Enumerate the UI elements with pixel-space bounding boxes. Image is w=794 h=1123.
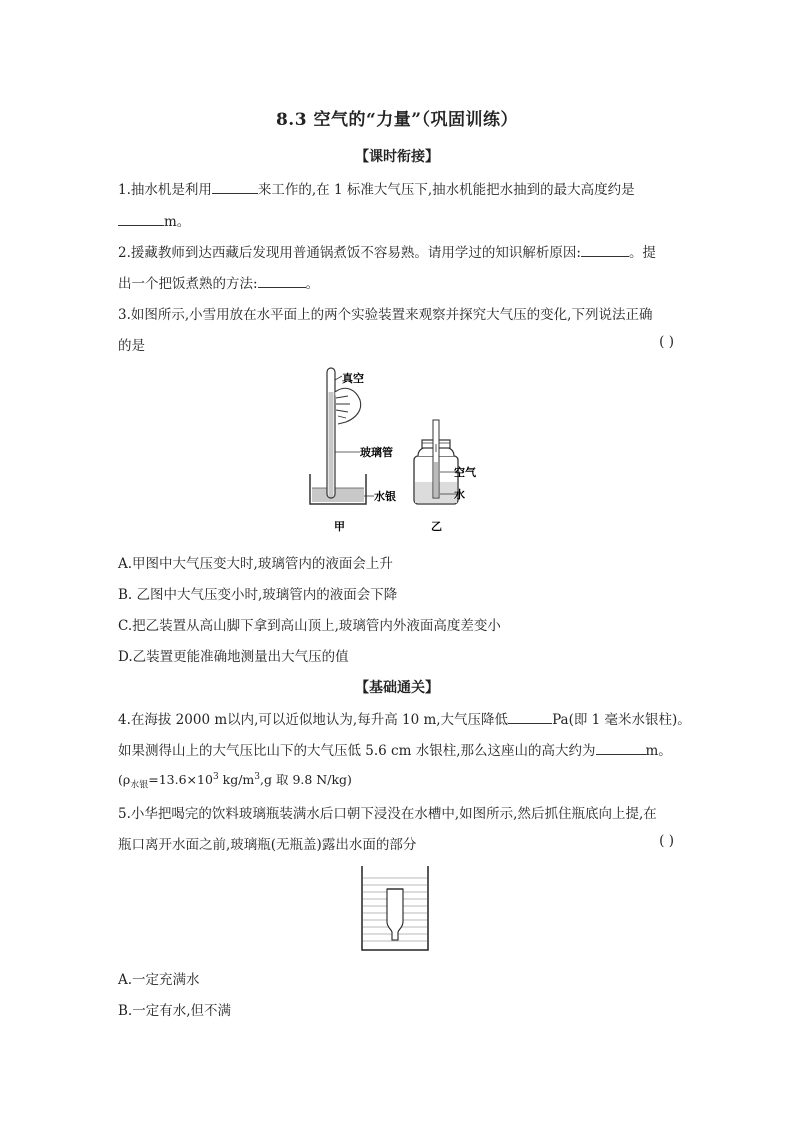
q4-text-c: 如果测得山上的大气压比山下的大气压低 5.6 cm 水银柱,那么这座山的高大约为 <box>118 743 596 759</box>
q3-option-a[interactable]: A.甲图中大气压变大时,玻璃管内的液面会上升 <box>118 556 393 572</box>
q4-rho: (ρ <box>118 772 131 787</box>
q5-option-a[interactable]: A.一定充满水 <box>118 972 200 988</box>
q4-text-d: m。 <box>645 743 672 759</box>
question-1-line-1 <box>118 178 678 198</box>
question-5-line-1: 5.小华把喝完的饮料玻璃瓶装满水后口朝下浸没在水槽中,如图所示,然后抓住瓶底向上提,在 <box>118 806 657 822</box>
q4-text-a: 4.在海拔 2000 m以内,可以近似地认为,每升高 10 m,大气压降低 <box>118 712 509 728</box>
q2-text-d: 。 <box>305 276 320 292</box>
question-2-line-2 <box>118 272 678 292</box>
q4-gravity: ,g 取 9.8 N/kg) <box>260 772 352 787</box>
question-4-line-3 <box>118 770 678 791</box>
barometer-figure <box>290 362 500 537</box>
question-2-line-1 <box>118 241 678 261</box>
q1-blank-1[interactable] <box>212 179 258 194</box>
q2-blank-1[interactable] <box>581 242 629 257</box>
label-glass-tube: 玻璃管 <box>360 446 393 459</box>
q4-exponent: 3 <box>212 771 219 782</box>
q5-option-b[interactable]: B.一定有水,但不满 <box>118 1003 232 1019</box>
section-heading-lesson-link: 【课时衔接】 <box>355 149 439 165</box>
q5-answer-paren[interactable]: ( ) <box>659 833 674 849</box>
label-air: 空气 <box>454 466 476 479</box>
q3-answer-paren[interactable]: ( ) <box>659 334 674 350</box>
q1-text-c: m。 <box>164 214 191 230</box>
q3-option-b[interactable]: B. 乙图中大气压变小时,玻璃管内的液面会下降 <box>118 587 398 603</box>
question-4-line-2 <box>118 739 678 759</box>
glass-bottle <box>387 889 403 940</box>
q2-text-b: 。提 <box>628 245 656 261</box>
page-title: 8.3 空气的“力量”（巩固训练） <box>275 110 519 130</box>
q4-unit: kg/m <box>218 772 255 787</box>
q3-option-c[interactable]: C.把乙装置从高山脚下拿到高山顶上,玻璃管内外液面高度差变小 <box>118 618 501 634</box>
label-jia: 甲 <box>334 520 345 533</box>
q4-rho-subscript: 水银 <box>130 780 149 791</box>
label-water: 水 <box>454 488 465 501</box>
q4-blank-1[interactable] <box>508 709 552 724</box>
q2-text-c: 出一个把饭煮熟的方法: <box>118 276 258 292</box>
mercury-trough <box>310 474 366 504</box>
label-vacuum: 真空 <box>342 372 364 385</box>
question-3-line-2: 的是 <box>118 338 145 354</box>
question-4-line-1 <box>118 708 691 728</box>
q2-blank-2[interactable] <box>258 273 306 288</box>
label-yi: 乙 <box>431 520 442 533</box>
question-1-line-2 <box>118 210 678 230</box>
q3-option-d[interactable]: D.乙装置更能准确地测量出大气压的值 <box>118 649 349 665</box>
question-3-line-1: 3.如图所示,小雪用放在水平面上的两个实验装置来观察并探究大气压的变化,下列说法正确 <box>118 307 653 323</box>
section-heading-basics: 【基础通关】 <box>355 680 439 696</box>
hand-drawing <box>335 388 361 424</box>
q2-text-a: 2.援藏教师到达西藏后发现用普通锅煮饭不容易熟。请用学过的知识解析原因: <box>118 245 581 261</box>
q4-blank-2[interactable] <box>596 740 646 755</box>
q4-unit-exponent: 3 <box>254 771 261 782</box>
label-mercury: 水银 <box>374 490 396 503</box>
inverted-bottle-figure <box>360 864 430 952</box>
sealed-bottle <box>414 420 458 504</box>
q1-text-b: 来工作的,在 1 标准大气压下,抽水机能把水抽到的最大高度约是 <box>257 182 635 198</box>
question-5-line-2: 瓶口离开水面之前,玻璃瓶(无瓶盖)露出水面的部分 <box>118 837 417 853</box>
q1-blank-2[interactable] <box>118 211 164 226</box>
q1-text-a: 1.抽水机是利用 <box>118 182 212 198</box>
q4-text-b: Pa(即 1 毫米水银柱)。 <box>552 712 691 728</box>
q4-density-value: =13.6×10 <box>148 772 213 787</box>
torricelli-tube <box>327 368 335 498</box>
